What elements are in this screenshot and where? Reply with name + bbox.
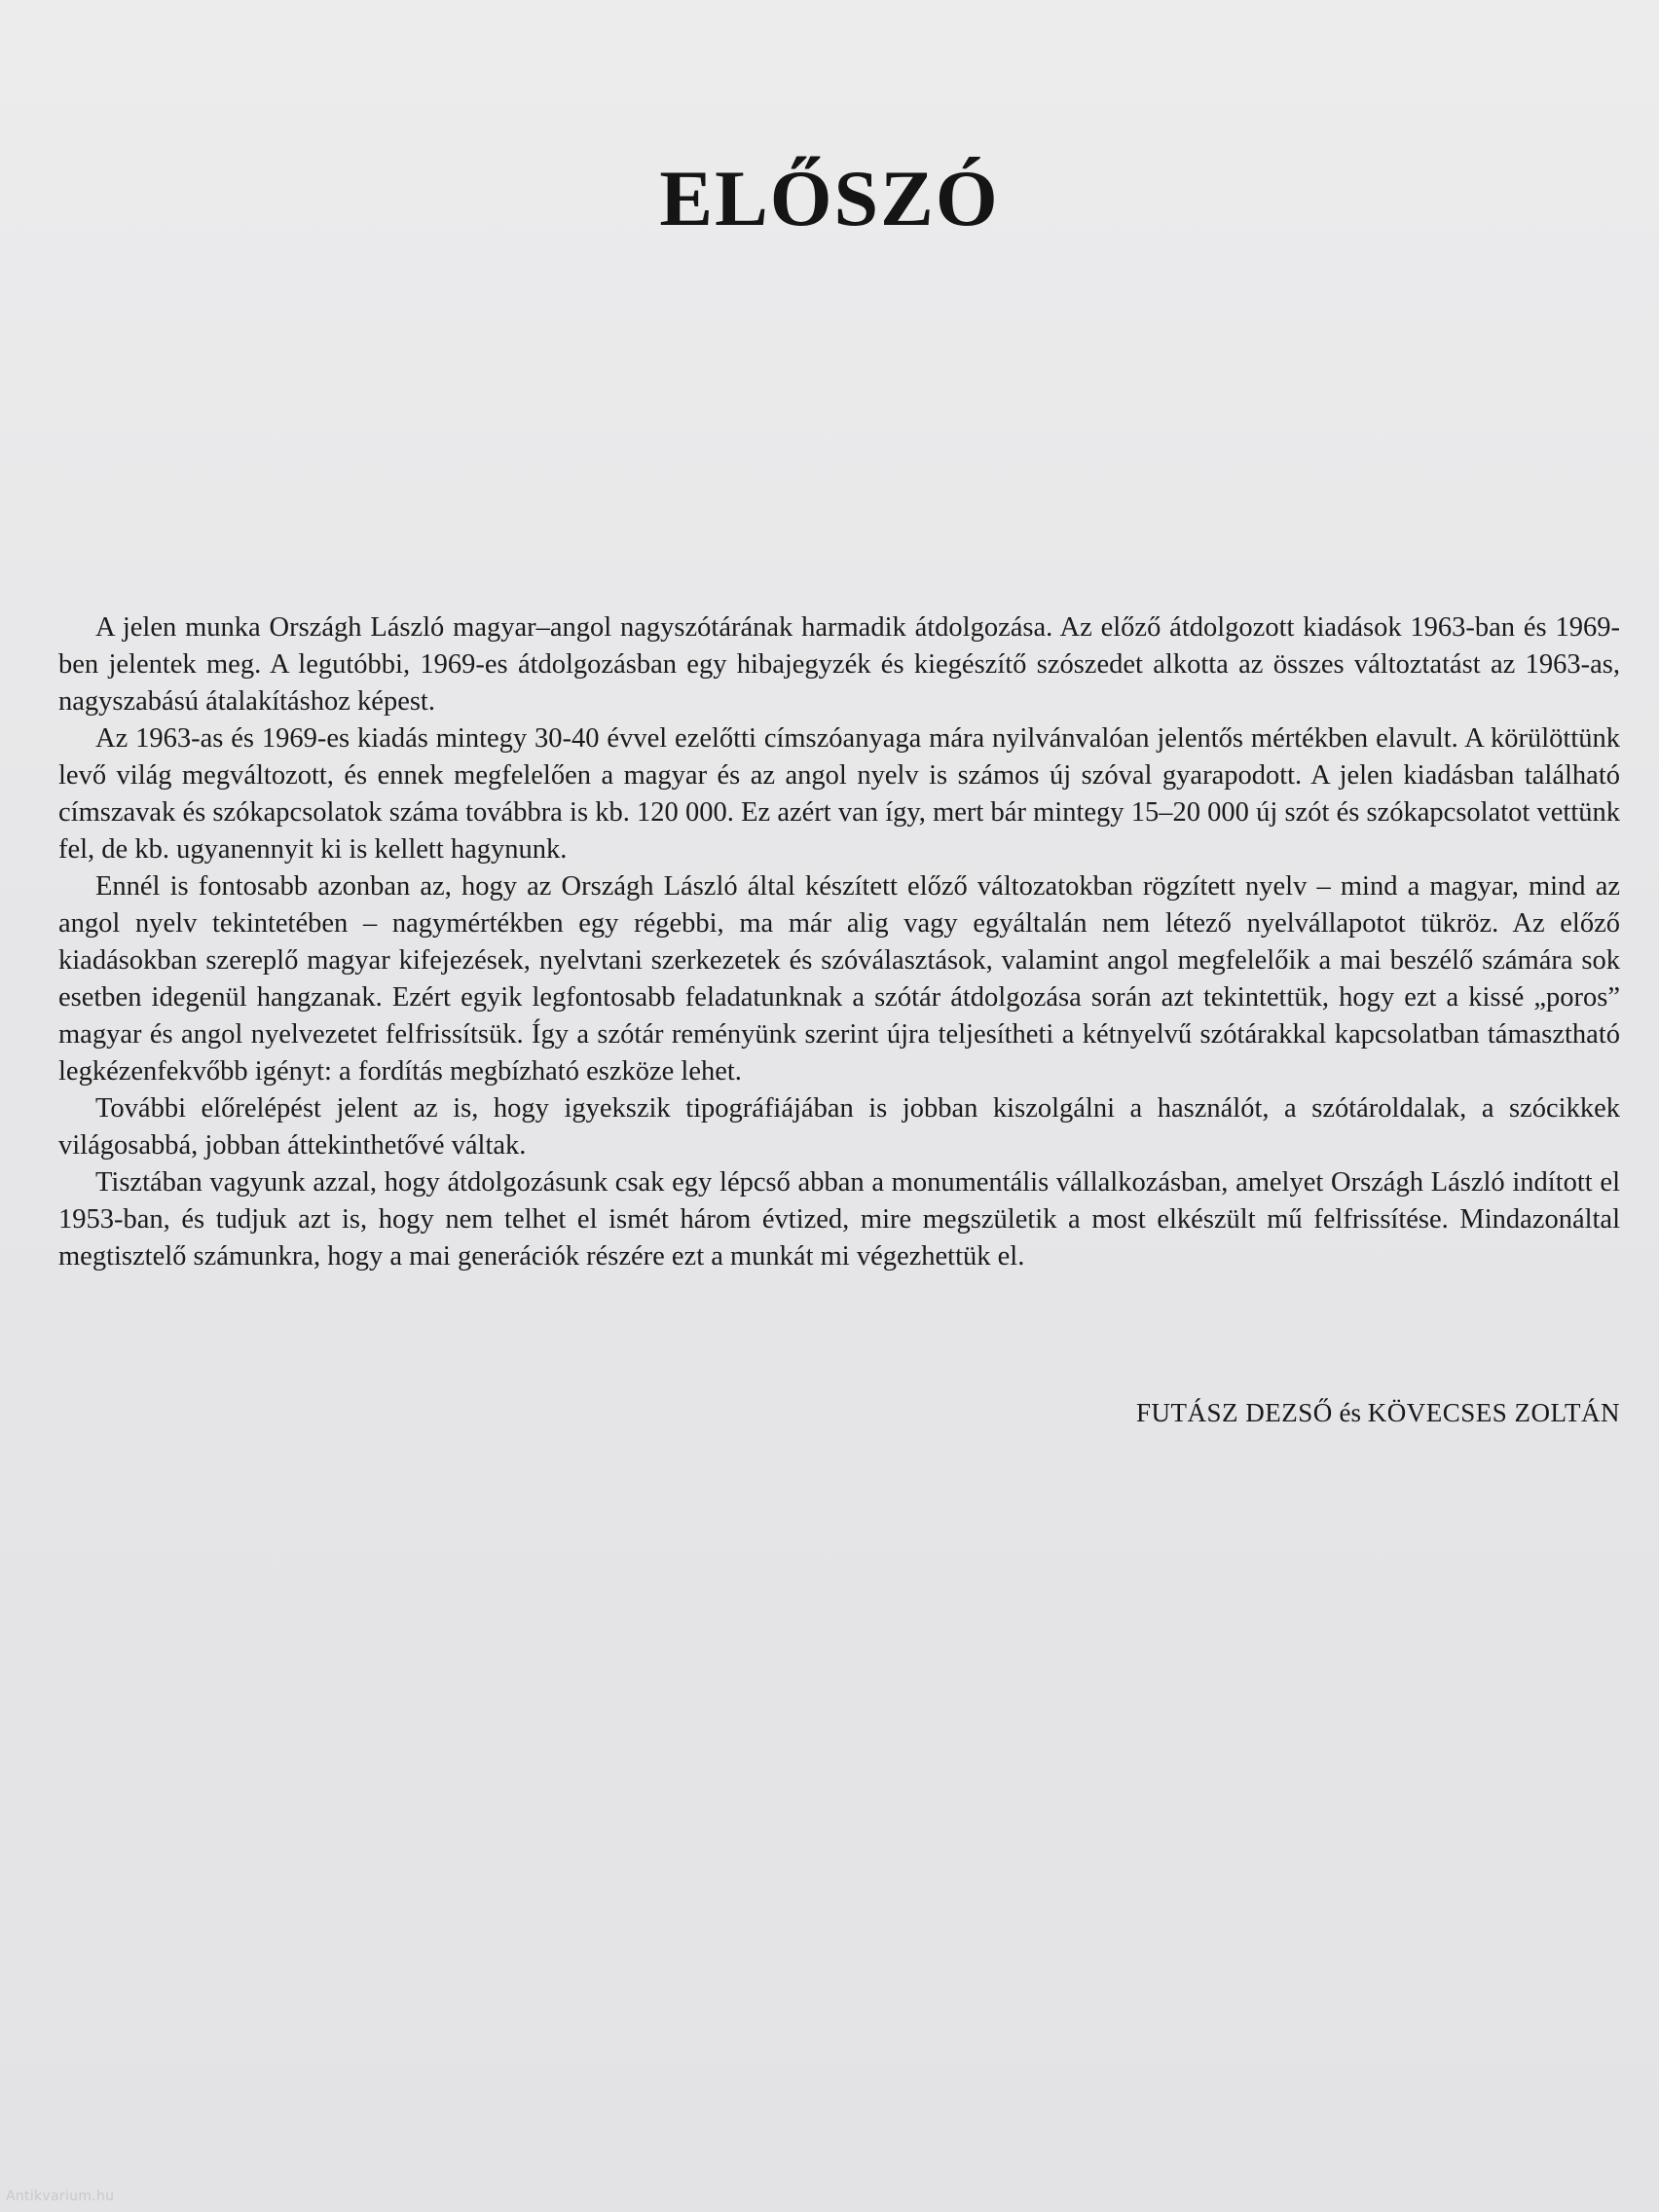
watermark-text: Antikvarium.hu [6, 2189, 115, 2204]
preface-body [58, 609, 1620, 1275]
paragraph-1: A jelen munka Országh László magyar–angol nagyszótárának harmadik átdolgozása. Az előző átdolgozott kiadások 1963-ban és 1969-ben jelentek meg. A legutóbbi, 1969-es átdolgozásban egy hibajegyzék és kiegészítő szószedet alkotta az összes változtatást az 1963-as, nagyszabású átalakításhoz képest. [58, 612, 1620, 717]
paragraph-2: Az 1963-as és 1969-es kiadás mintegy 30-40 évvel ezelőtti címszóanyaga mára nyilvánvalóan jelentős mértékben elavult. A körülöttünk levő világ megváltozott, és ennek megfelelően a magyar és az angol nyelv is számos új szóval gyarapodott. A jelen kiadásban található címszavak és szókapcsolatok száma továbbra is kb. 120 000. Ez azért van így, mert bár mintegy 15–20 000 új szót és szókapcsolatot vettünk fel, de kb. ugyanennyit ki is kellett hagynunk. [58, 723, 1620, 865]
page-title: ELŐSZÓ [659, 153, 1000, 242]
paragraph-5: Tisztában vagyunk azzal, hogy átdolgozásunk csak egy lépcső abban a monumentális vállalkozásban, amelyet Országh László indított el 1953-ban, és tudjuk azt is, hogy nem telhet el ismét három évtized, mire megszületik a most elkészült mű felfrissítése. Mindazonáltal megtisztelő számunkra, hogy a mai generációk részére ezt a munkát mi végezhettük el. [58, 1167, 1620, 1272]
author-name-2: KÖVECSES ZOLTÁN [1367, 1398, 1620, 1427]
author-conjunction: és [1339, 1398, 1361, 1427]
author-signature [1136, 1398, 1620, 1428]
author-name-1: FUTÁSZ DEZSŐ [1135, 1398, 1333, 1427]
paragraph-3: Ennél is fontosabb azonban az, hogy az Országh László által készített előző változatokban rögzített nyelv – mind a magyar, mind az angol nyelv tekintetében – nagymértékben egy régebbi, ma már alig vagy egyáltalán nem létező nyelvállapotot tükröz. Az előző kiadásokban szereplő magyar kifejezések, nyelvtani szerkezetek és szóválasztások, valamint angol megfelelőik a mai beszélő számára sok esetben idegenül hangzanak. Ezért egyik legfontosabb feladatunknak a szótár átdolgozása során azt tekintettük, hogy ezt a kissé „poros” magyar és angol nyelvezetet felfrissítsük. Így a szótár reményünk szerint újra teljesítheti a kétnyelvű szótárakkal kapcsolatban támasztható legkézenfekvőbb igényt: a fordítás megbízható eszköze lehet. [58, 871, 1620, 1087]
paragraph-4: További előrelépést jelent az is, hogy igyekszik tipográfiájában is jobban kiszolgálni a használót, a szótároldalak, a szócikkek világosabbá, jobban áttekinthetővé váltak. [58, 1093, 1620, 1161]
